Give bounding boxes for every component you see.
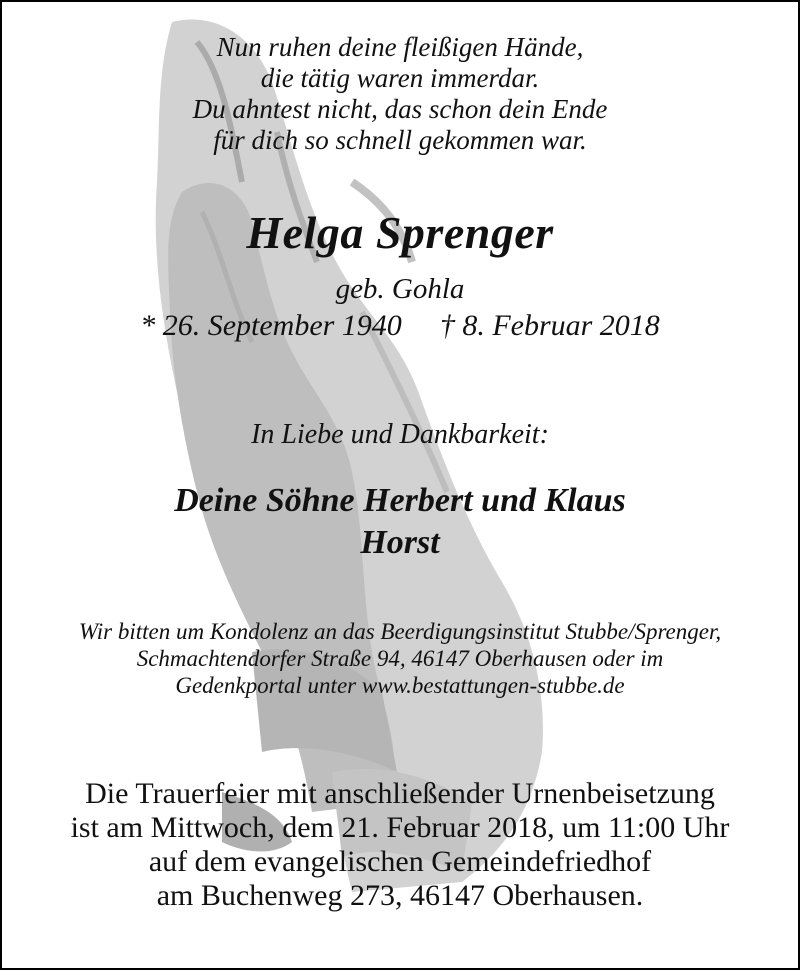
family-members <box>2 480 798 564</box>
ceremony-line: Die Trauerfeier mit anschließender Urnenbeisetzung <box>85 777 715 810</box>
ceremony-line: auf dem evangelischen Gemeindefriedhof <box>148 845 652 878</box>
condolence-info <box>2 618 798 699</box>
gratitude-line: In Liebe und Dankbarkeit: <box>251 419 549 450</box>
ceremony-line: ist am Mittwoch, dem 21. Februar 2018, um 11:00 Uhr <box>70 811 730 844</box>
poem-line: Du ahntest nicht, das schon dein Ende <box>192 94 608 124</box>
poem-line: für dich so schnell gekommen war. <box>213 125 587 155</box>
family-line: Horst <box>360 524 440 561</box>
condolence-line: Gedenkportal unter www.bestattungen-stubbe.de <box>175 673 625 698</box>
death-date: † 8. Februar 2018 <box>439 309 660 342</box>
family-line: Deine Söhne Herbert und Klaus <box>174 482 626 519</box>
condolence-line: Wir bitten um Kondolenz an das Beerdigungsinstitut Stubbe/Sprenger, <box>78 619 722 644</box>
poem <box>2 32 798 156</box>
ceremony-line: am Buchenweg 273, 46147 Oberhausen. <box>156 879 644 912</box>
condolence-line: Schmachtendorfer Straße 94, 46147 Oberhausen oder im <box>136 646 664 671</box>
birth-date: * 26. September 1940 <box>140 309 402 342</box>
life-dates <box>2 306 798 346</box>
ceremony-info <box>2 777 798 913</box>
maiden-name: geb. Gohla <box>335 273 465 305</box>
deceased-name: Helga Sprenger <box>246 207 554 258</box>
poem-line: Nun ruhen deine fleißigen Hände, <box>216 32 584 62</box>
poem-line: die tätig waren immerdar. <box>260 63 540 93</box>
